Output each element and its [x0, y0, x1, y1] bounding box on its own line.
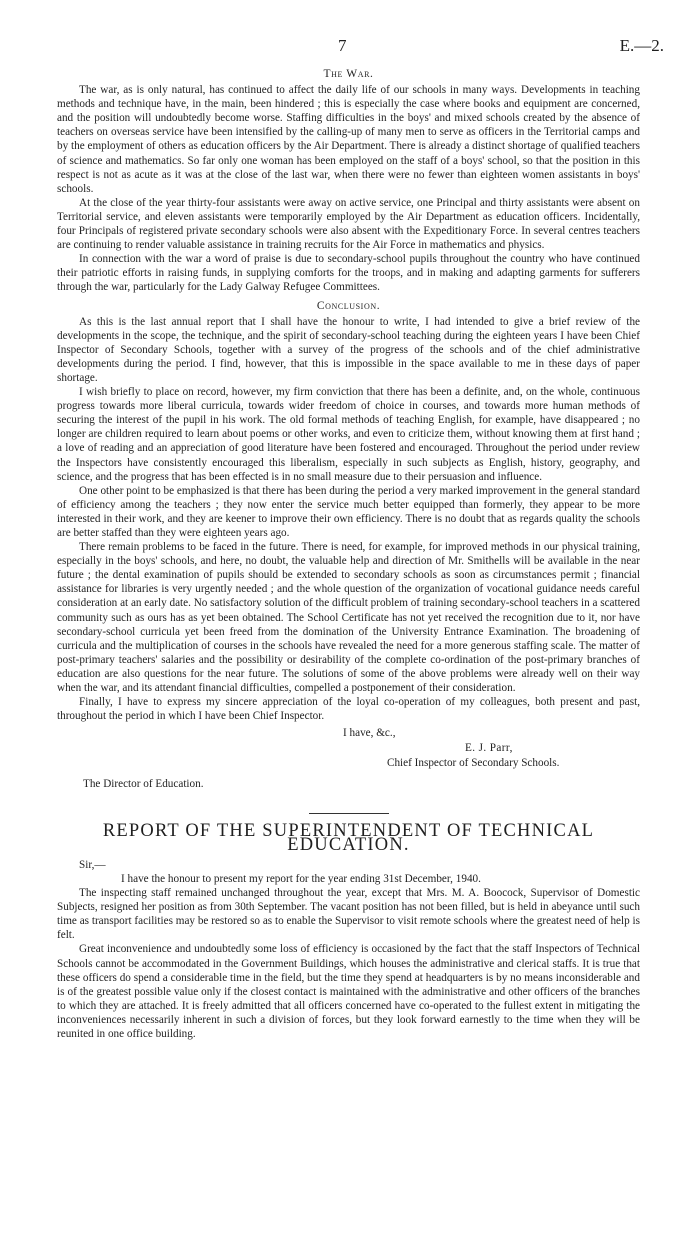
report-paragraph: Great inconvenience and undoubtedly some loss of efficiency is occasioned by the fact that the staff Inspectors of Technical Schools cannot be accommodated in the Government Buildings, which houses the administrative and clerical staffs. It is true that these officers do spend a considerable time in the field, but the time they spend at headquarters is by no means inconsiderable and is of the greatest possible value only if the closest contact is maintained with the administrative and other officers of the branches to which they are attached. It is freely admitted that all officers concerned have co-operated to the fullest extent in mitigating the inconveniences necessarily inherent in such a division of forces, but they look forward earnestly to the time when they will be reunited in one office building.: [57, 943, 640, 1040]
section-technical-report: [57, 820, 640, 1041]
section-conclusion: [57, 299, 640, 724]
page-body: [57, 66, 640, 1041]
conclusion-paragraph: There remain problems to be faced in the future. There is need, for example, for improved methods in our physical training, especially in the boys' schools, and here, no doubt, the valuable help and direction of Mr. Smithells will be available in the near future ; the dental examination of pupils should be extended to secondary schools as soon as circumstances permit ; financial assistance for libraries is very urgently needed ; and the whole question of the organization of vocational guidance needs careful consideration at an early date. No satisfactory solution of the difficult problem of training secondary-school teachers in a scattered community such as ours has as yet been obtained. The School Certificate has not yet received the recognition due to it, nor have secondary-school curricula yet been freed from the domination of the University Entrance Examination. The broadening of curricula and the multiplication of courses in the schools have revealed the need for a more generous staffing scale. The matter of post-primary teachers' salaries and the possibility or desirability of the complete co-ordination of the post-primary branches of education are also questions for the near future. The solutions of some of the above problems were already well on their way when the war, and its attendant financial difficulties, compelled a postponement of their consideration.: [57, 541, 640, 695]
signature-title: Chief Inspector of Secondary Schools.: [387, 756, 560, 769]
signature-closing: I have, &c.,: [343, 727, 396, 740]
section-heading-war: The War.: [323, 68, 374, 80]
war-paragraph: In connection with the war a word of praise is due to secondary-school pupils throughout the country who have continued their patriotic efforts in raising funds, in supplying comforts for the troops, and in making and adapting garments for sufferers through the war, particularly for the Lady Galway Refugee Committees.: [57, 253, 640, 294]
war-paragraph: At the close of the year thirty-four assistants were away on active service, one Principal and thirty assistants were absent on Territorial service, and eleven assistants were temporarily employed by the Air Department as education officers. Incidentally, four Principals of registered private secondary schools were also absent with the Expeditionary Force. In several centres teachers are continuing to render valuable assistance in training recruits for the Air Force in mathematics and physics.: [57, 196, 640, 252]
section-heading-conclusion: Conclusion.: [316, 299, 381, 312]
section-divider: [309, 813, 389, 814]
report-paragraph: The inspecting staff remained unchanged throughout the year, except that Mrs. M. A. Boocock, Supervisor of Domestic Subjects, resigned her position as from 30th September. The vacant position has not been filled, but is held in abeyance until such time as transport facilities may be restored so as to enable the Supervisor to visit remote schools where the greatest need of help is felt.: [57, 887, 640, 942]
salutation: Sir,—: [79, 858, 106, 871]
section-the-war: [57, 67, 640, 295]
conclusion-paragraph: As this is the last annual report that I shall have the honour to write, I had intended to give a brief review of the developments in the scope, the technique, and the spirit of secondary-school teaching during the eighteen years I have been Chief Inspector of Secondary Schools, together with a survey of the progress of the schools and of the chief administrative developments during the period. I find, however, that this is impossible in the space available to me in these days of paper shortage.: [57, 315, 640, 384]
conclusion-paragraph: One other point to be emphasized is that there has been during the period a very marked improvement in the general standard of efficiency among the teachers ; they now enter the service much better equipped than formerly, they appear to be more interested in their work, and they are keener to improve their own efficiency. There is no doubt that as regards quality the schools are better staffed than they were eighteen years ago.: [57, 484, 640, 539]
document-reference: E.—2.: [619, 36, 664, 55]
conclusion-paragraph: Finally, I have to express my sincere appreciation of the loyal co-operation of my colleagues, both present and past, throughout the period in which I have been Chief Inspector.: [57, 696, 640, 723]
addressee: The Director of Education.: [83, 777, 204, 790]
report-title: REPORT OF THE SUPERINTENDENT OF TECHNICAL EDUCATION.: [102, 820, 595, 855]
signature-name: E. J. Parr,: [465, 742, 513, 755]
page-number: 7: [338, 36, 347, 55]
conclusion-paragraph: I wish briefly to place on record, however, my firm conviction that there has been a definite, and, on the whole, continuous progress towards more liberal curricula, towards wider freedom of choice in courses, and towards more human methods of securing the interest of the pupil in his work. The old formal methods of teaching English, for example, have disappeared ; no longer are children required to learn about poems or other works, and even to criticize them, without knowing them at first hand ; a love of reading and an appreciation of good literature have been fostered and encouraged. Throughout the period under review the Inspectors have consistently encouraged this liberalism, especially in such subjects as English, history, geography, and science, and the progress that has been effected is in no small measure due to their persuasion and influence.: [57, 386, 640, 483]
report-paragraph: I have the honour to present my report for the year ending 31st December, 1940.: [121, 872, 481, 885]
war-paragraph: The war, as is only natural, has continued to affect the daily life of our schools in many ways. Developments in teaching methods and technique have, in the main, been hindered ; this is especially the case where books and equipment are concerned, and the position will undoubtedly become worse. Staffing difficulties in the boys' and mixed schools created by the absence of teachers on overseas service have been intensified by the calling-up of many men to serve as officers in the Territorial camps and by the employment of others as education officers by the Air Department. There is already a distinct shortage of qualified teachers of science and mathematics. So far only one woman has been employed on the staff of a boys' school, so that the position in this respect is not as acute as it was at the close of the last war, when there were no fewer than eighteen women assistants in boys' schools.: [57, 84, 640, 195]
signature-block: [57, 726, 640, 790]
